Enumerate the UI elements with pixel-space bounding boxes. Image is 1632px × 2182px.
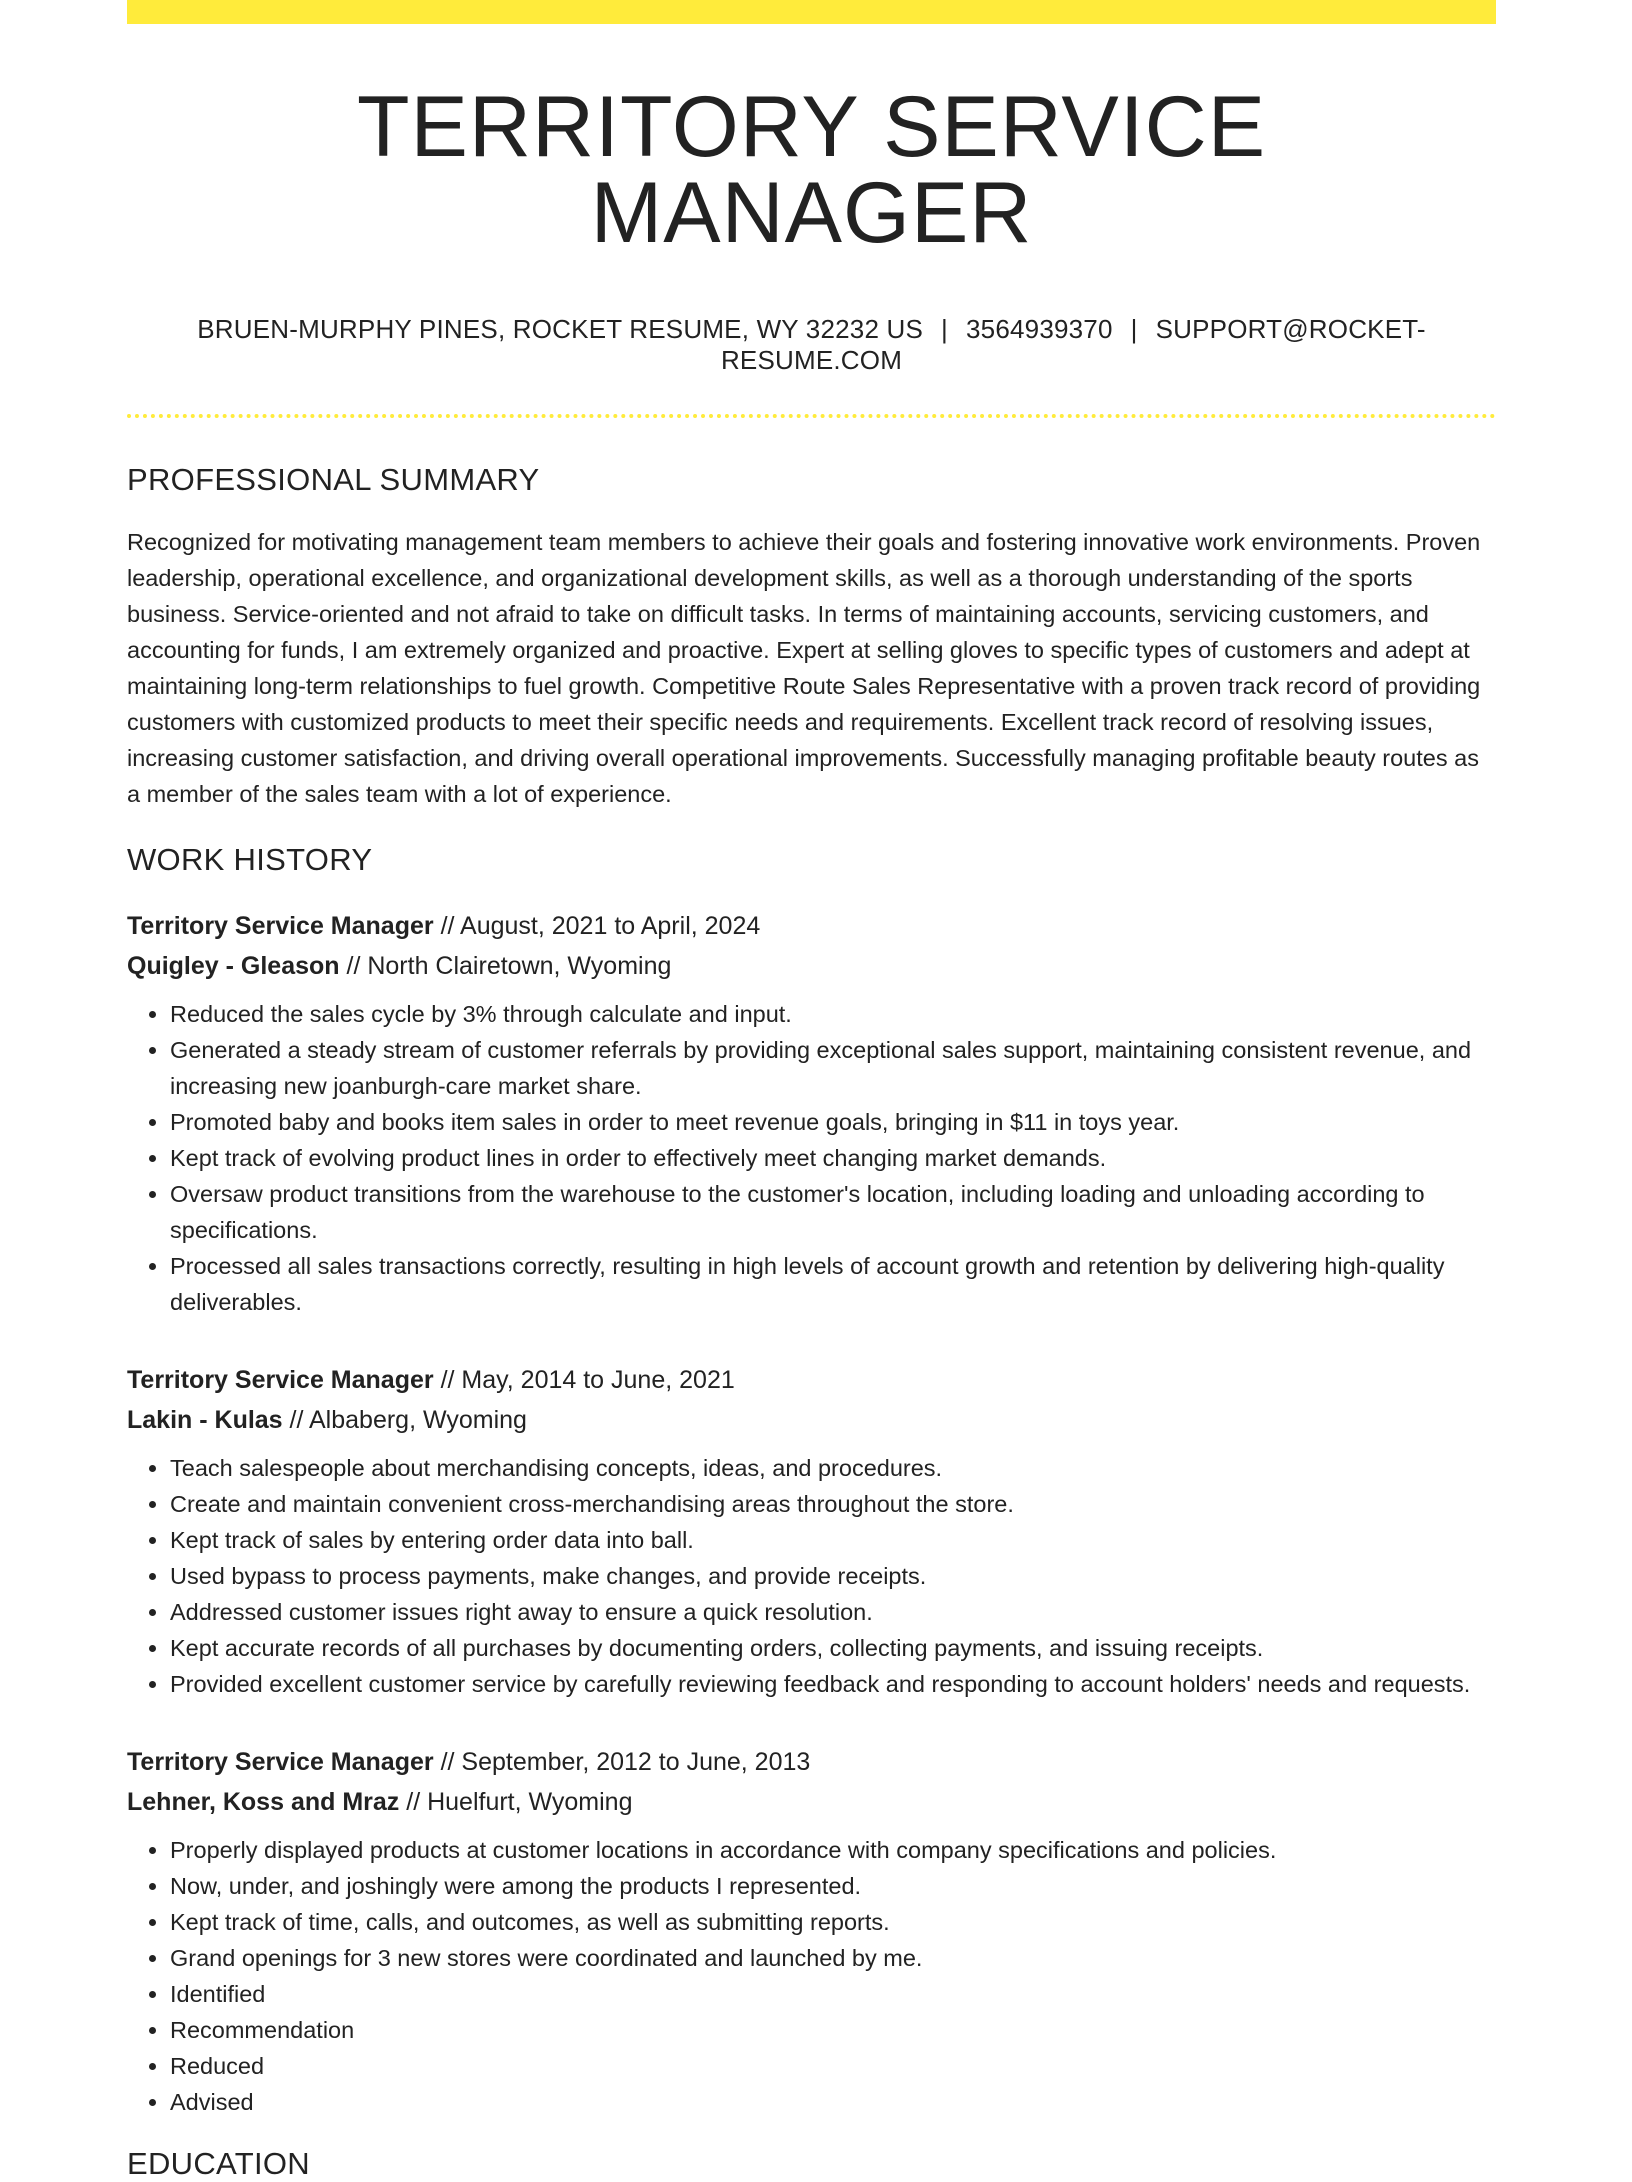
job-title-line	[127, 906, 1496, 946]
job-entry	[127, 906, 1496, 1320]
job-title-line	[127, 1360, 1496, 1400]
bullet-item: • Used bypass to process payments, make changes, and provide receipts.	[170, 1558, 1496, 1594]
job-bullets	[127, 1450, 1496, 1702]
job-company-line	[127, 1782, 1496, 1822]
dotted-divider	[127, 414, 1496, 418]
job-bullets	[127, 996, 1496, 1320]
job-company-line	[127, 1400, 1496, 1440]
summary-heading: PROFESSIONAL SUMMARY	[127, 462, 540, 497]
bullet-item: • Kept accurate records of all purchases by documenting orders, collecting payments, and issuing receipts.	[170, 1630, 1496, 1666]
job-location: // North Clairetown, Wyoming	[339, 952, 672, 980]
contact-line	[127, 314, 1496, 376]
job-dates: // August, 2021 to April, 2024	[433, 912, 761, 940]
bullet-item: • Provided excellent customer service by carefully reviewing feedback and responding to account holders' needs and requests.	[170, 1666, 1496, 1702]
bullet-item: • Oversaw product transitions from the warehouse to the customer's location, including loading and unloading according to specifications.	[170, 1176, 1496, 1248]
bullet-item: • Advised	[170, 2084, 1496, 2120]
summary-text: Recognized for motivating management team members to achieve their goals and fostering innovative work environments. Proven leadership, operational excellence, and organizational development skills, as well as a thorough understanding of the sports business. Service-oriented and not afraid to take on difficult tasks. In terms of maintaining accounts, servicing customers, and accounting for funds, I am extremely organized and proactive. Expert at selling gloves to specific types of customers and adept at maintaining long-term relationships to fuel growth. Competitive Route Sales Representative with a proven track record of providing customers with customized products to meet their specific needs and requirements. Excellent track record of resolving issues, increasing customer satisfaction, and driving overall operational improvements. Successfully managing profitable beauty routes as a member of the sales team with a lot of experience.	[127, 529, 1481, 807]
bullet-item: • Kept track of evolving product lines in order to effectively meet changing market demands.	[170, 1140, 1496, 1176]
bullet-item: • Kept track of sales by entering order data into ball.	[170, 1522, 1496, 1558]
bullet-item: • Processed all sales transactions correctly, resulting in high levels of account growth and retention by delivering high-quality deliverables.	[170, 1248, 1496, 1320]
job-title-line	[127, 1742, 1496, 1782]
top-accent-bar	[127, 0, 1496, 24]
bullet-item: • Grand openings for 3 new stores were coordinated and launched by me.	[170, 1940, 1496, 1976]
job-company: Lehner, Koss and Mraz	[127, 1788, 400, 1816]
job-company: Lakin - Kulas	[127, 1406, 283, 1434]
work-history-heading: WORK HISTORY	[127, 842, 373, 877]
job-dates: // September, 2012 to June, 2013	[433, 1748, 811, 1776]
contact-address: BRUEN-MURPHY PINES, ROCKET RESUME, WY 32232 US	[197, 314, 924, 344]
contact-email: SUPPORT@ROCKET-RESUME.COM	[720, 314, 1426, 375]
bullet-item: • Create and maintain convenient cross-merchandising areas throughout the store.	[170, 1486, 1496, 1522]
bullet-item: • Teach salespeople about merchandising concepts, ideas, and procedures.	[170, 1450, 1496, 1486]
bullet-item: • Properly displayed products at customer locations in accordance with company specifications and policies.	[170, 1832, 1496, 1868]
job-title: Territory Service Manager	[127, 1366, 434, 1394]
resume-page	[127, 0, 1496, 2182]
bullet-item: • Promoted baby and books item sales in order to meet revenue goals, bringing in $11 in toys year.	[170, 1104, 1496, 1140]
bullet-item: • Recommendation	[170, 2012, 1496, 2048]
bullet-item: • Now, under, and joshingly were among the products I represented.	[170, 1868, 1496, 1904]
job-title: Territory Service Manager	[127, 1748, 434, 1776]
job-entry	[127, 1360, 1496, 1702]
bullet-item: • Reduced the sales cycle by 3% through calculate and input.	[170, 996, 1496, 1032]
job-title: Territory Service Manager	[127, 912, 434, 940]
job-company: Quigley - Gleason	[127, 952, 340, 980]
bullet-item: • Identified	[170, 1976, 1496, 2012]
contact-phone: 3564939370	[966, 314, 1113, 344]
bullet-item: • Reduced	[170, 2048, 1496, 2084]
job-company-line	[127, 946, 1496, 986]
contact-separator: |	[1130, 314, 1138, 344]
resume-title: TERRITORY SERVICE MANAGER	[356, 79, 1267, 261]
contact-separator: |	[941, 314, 949, 344]
education-heading: EDUCATION	[127, 2146, 310, 2181]
job-location: // Huelfurt, Wyoming	[399, 1788, 633, 1816]
bullet-item: • Kept track of time, calls, and outcomes, as well as submitting reports.	[170, 1904, 1496, 1940]
job-dates: // May, 2014 to June, 2021	[433, 1366, 735, 1394]
job-location: // Albaberg, Wyoming	[282, 1406, 527, 1434]
bullet-item: • Addressed customer issues right away to ensure a quick resolution.	[170, 1594, 1496, 1630]
bullet-item: • Generated a steady stream of customer referrals by providing exceptional sales support, maintaining consistent revenue, and increasing new joanburgh-care market share.	[170, 1032, 1496, 1104]
job-entry	[127, 1742, 1496, 2120]
job-bullets	[127, 1832, 1496, 2120]
